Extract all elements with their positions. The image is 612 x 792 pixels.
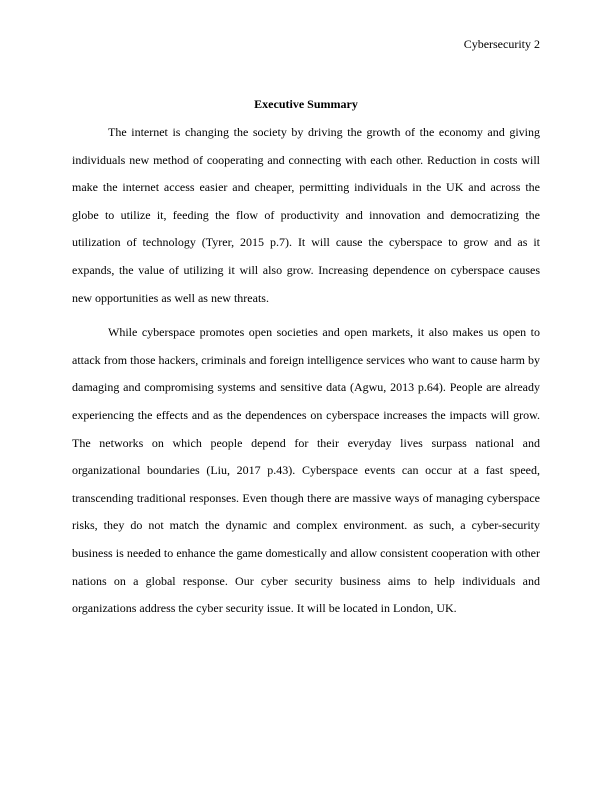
running-head: Cybersecurity 2 [463, 37, 540, 51]
body-text [72, 119, 540, 630]
section-title: Executive Summary [254, 97, 358, 111]
paragraph-2: While cyberspace promotes open societies and open markets, it also makes us open to attack from those hackers, criminals and foreign intelligence services who want to cause harm by damaging and compromising systems and sensitive data (Agwu, 2013 p.64). People are already experiencing the effects and as the dependences on cyberspace increases the impacts will grow. The networks on which people depend for their everyday lives surpass national and organizational boundaries (Liu, 2017 p.43). Cyberspace events can occur at a fast speed, transcending traditional responses. Even though there are massive ways of managing cyberspace risks, they do not match the dynamic and complex environment. as such, a cyber-security business is needed to enhance the game domestically and allow consistent cooperation with other nations on a global response. Our cyber security business aims to help individuals and organizations address the cyber security issue. It will be located in London, UK. [72, 325, 540, 616]
paragraph-1: The internet is changing the society by driving the growth of the economy and giving individuals new method of cooperating and connecting with each other. Reduction in costs will make the internet access easier and cheaper, permitting individuals in the UK and across the globe to utilize it, feeding the flow of productivity and innovation and democratizing the utilization of technology (Tyrer, 2015 p.7). It will cause the cyberspace to grow and as it expands, the value of utilizing it will also grow. Increasing dependence on cyberspace causes new opportunities as well as new threats. [72, 125, 540, 305]
